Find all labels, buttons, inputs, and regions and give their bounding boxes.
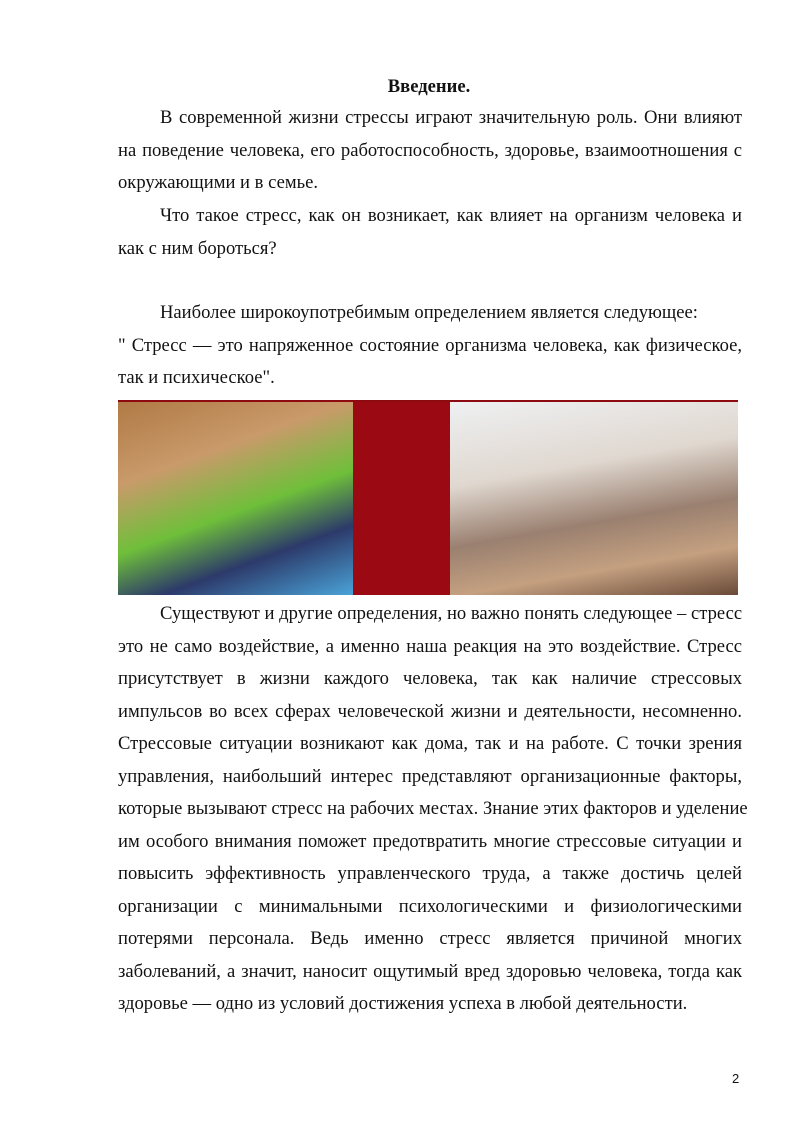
text-line: Стрессовые ситуации возникают как дома, так и на работе. С точки зрения — [118, 733, 742, 754]
red-divider-band — [353, 402, 450, 595]
text-line: импульсов во всех сферах человеческой жизни и деятельности, несомненно. — [118, 700, 742, 722]
paragraph-question — [118, 200, 742, 265]
paragraph-intro — [118, 102, 742, 200]
photo-bored-boy — [118, 402, 353, 595]
text-line: на поведение человека, его работоспособность, здоровье, взаимоотношения с — [118, 139, 742, 161]
text-line: организации с минимальными психологическими и физиологическими — [118, 895, 742, 917]
text-line: В современной жизни стрессы играют значительную роль. Они влияют — [160, 107, 742, 128]
text-line: Существуют и другие определения, но важно понять следующее – стресс — [160, 603, 743, 624]
illustration-image — [118, 400, 738, 595]
page-number: 2 — [732, 1071, 740, 1086]
text-line: Что такое стресс, как он возникает, как влияет на организм человека и — [160, 205, 742, 226]
text-line: как с ним бороться? — [118, 237, 277, 259]
text-line: управления, наибольший интерес представляют организационные факторы, — [118, 765, 742, 787]
paragraph-definition — [118, 297, 742, 395]
paragraph-main — [118, 598, 748, 1021]
text-line: им особого внимания поможет предотвратить многие стрессовые ситуации и — [118, 830, 742, 852]
text-line: заболеваний, а значит, наносит ощутимый вред здоровью человека, тогда как — [118, 960, 742, 982]
text-line: присутствует в жизни каждого человека, так как наличие стрессовых — [118, 668, 742, 689]
text-line: здоровье — одно из условий достижения успеха в любой деятельности. — [118, 993, 688, 1014]
photo-classroom — [450, 402, 738, 595]
text-line: потерями персонала. Ведь именно стресс является причиной многих — [118, 928, 742, 949]
text-line: Наиболее широкоупотребимым определением является следующее: — [160, 302, 698, 323]
text-line: повысить эффективность управленческого труда, а также достичь целей — [118, 863, 742, 884]
text-line: так и психическое". — [118, 367, 275, 388]
text-line: это не само воздействие, а именно наша реакция на это воздействие. Стресс — [118, 635, 742, 657]
page-title: Введение. — [387, 76, 471, 97]
text-line: " Стресс — это напряженное состояние организма человека, как физическое, — [118, 334, 742, 356]
text-line: которые вызывают стресс на рабочих местах. Знание этих факторов и уделение — [118, 798, 748, 819]
text-line: окружающими и в семье. — [118, 172, 318, 193]
